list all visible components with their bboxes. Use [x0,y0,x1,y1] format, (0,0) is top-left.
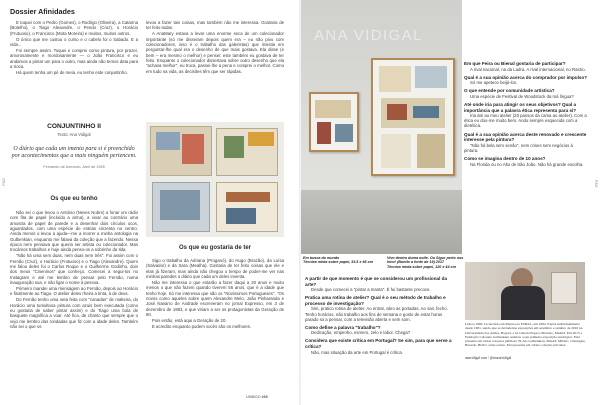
interview-question: Como define a palavra "trabalho"? [305,324,381,330]
section-title: Dossier Afinidades [10,7,75,16]
column-second [146,20,284,75]
column-main [10,210,138,330]
interview-question: Como se imagina dentro de 10 anos? [464,155,546,161]
column-fourth [146,258,284,330]
footer-label: UMBIGO [246,395,261,399]
interview-answer: "Não há bela sem senão", nem crises sem negócios à pintura. [464,142,573,153]
paragraph: O único que me custou o curso e o cabelo foi o Sabado. E a vida... [10,36,138,47]
interview-column-bottom [305,273,455,355]
interview-question: Até onde iria para atingir os seus objetivos? Qual a importância que a palavra ética representa para si? [464,102,577,113]
paragraph: Sigo o trabalho da Adriana (Proganó), do Hugo (Brazão), da Luísa (Salvador) e da Sara (Mealha). Gostaria de ter feito coisas que ele e elas já fizeram, mas ainda não chegou o tempo de poder-me ver nas minhas paredes o diário que cada um deles inventa. [146,258,284,280]
interview-answer: Iria até ao meu atelier (20 passos da cama ao atelier). Com a ética eu dou-me muito bem. Ando sempre esquecida com a dietética. [464,113,587,129]
column-intro [10,20,138,76]
page-footer [246,395,268,399]
interview-answer: Sim, pratico rotina de atelier. Ao entrar, abro as portadas. Ao sair, fecho. Tenho horários, não trabalho aos fins de semana e gosto de estar horas parado só a pensar, com a televisão aberta e sem som. [305,306,448,322]
paragraph: Do Fernão tenho uma seta feita com "canadas" de malteira, do Horácio uma tumultosa pintura com azuis bem executada (como eu gostaria de saber pintar assim) e do Tiago uma bola de basquete magnífica a voar. Até fica, de chanto que sempre que o vejo me lembro das rondadas que fiz com a idade deles. Também não sei o que os [10,297,138,329]
footer-page-number: #69 [261,395,268,399]
interview-answer: Uma espécie de Festival de Woodstock da má língua? [470,93,574,99]
interview-question: Considera que existe crítica em Portugal? Se sim, para que serve a crítica? [305,338,452,350]
artist-portrait-photo [465,262,585,320]
interview-question: O que entende por comunidade artística? [464,88,555,94]
epigraph-citation: Fernando de Azevedo, Abril de 1965 [43,165,105,169]
paragraph: Foi sempre assim. Toquei e comprei como pintura, por prazer, amorosamente e mordosamente — o João Francisco e eu andamos a pintar um para o outro, mas ainda não temos data para a troca. [10,47,138,69]
paragraph: E toquei com o Pedro (Gomes), o Rodrigo (Oliveira), a Catarina (Botelho), o Tiago Alexandre, o Pendo (Cruz), o Horácio (Frutuoso), o Francisco (Mota Moreira) e muitos, muitos outros. [10,20,138,36]
interview-answer: A rival nacional, na da Ladra. A rival internacional, no Rastro. [470,66,586,72]
interview-column-right [464,58,588,168]
interview-question: Qual é a sua opinião acerca deste renovado e crescente interesse pela pintura? [464,131,587,143]
left-side-mark: PÁG [2,178,6,186]
artist-links: anavidigal.com / @mariavidigal [465,356,512,360]
interview-answer: Dedicação, empenho, esmero, zelo e labor. Chega? [311,330,411,336]
interview-question: A partir de que momento é que se considerou um profissional da arte? [305,276,448,287]
interview-answer: Só me apetece beijá-los. [470,80,518,86]
paragraph: Primeiro mandei uma mensagem ao Fernão, depois ao Horácio e finalmente ao Tiago. O atelier deles rheira a tinta, à de deus. [10,286,138,297]
paragraph: A AnaMary estava a levar uma enorme seca de um colecionador importante (só me disseram depois quem era – eu não pivo com colecionadores, isso é o trabalho das galeristas) que insistia em perguntar-lhe qual era o desenho de que mais gostava. Ela disse (e bem – era mesmo o melhor) e pensei: este também eu gostava de ter feito. Enquanto o colecionador dissertava sobre outro desenho que ela "achava melhor", eu truca, passei-lhe a pena e comprei o melhor. Como em tudo na vida, as decisões têm que ser rápidas. [146,31,284,74]
epigraph-quote: O diário que cada um imenta para si é preenchido por acontecimentos que a mais ninguém pertencem. [11,146,137,159]
caption-artwork-2: Vivo dentro duma noite. Ou Sigur perto nos hino! (Bonito a fonte de 19) 2017 Técnica mista sobre papel, 120 x 44 cm [387,256,464,269]
framed-artwork-left [309,92,359,152]
interview-question: Pratica uma rotina de atelier? Qual é o seu método de trabalho e processo de investigação? [305,295,446,306]
interview-question: Qual é a sua opinião acerca do comprador por impulso? [464,74,588,80]
paragraph: Pois então, está aqui a Geração de 20. [152,317,227,323]
paragraph: E acredito enquanto podem vocês são os melhores. [152,323,252,329]
gallery-floor [301,190,462,254]
caption-artwork-1: Em busca do mundo Técnica mista sobre papel, 33.5 x 66 cm [303,256,373,265]
artist-name-title: ANA VIDIGAL [314,27,423,44]
paragraph: Não sei o que levou o António (Neves Nobre) a fonar um rádio com fita de papel (incluído a arma), a vivar ao contrário uma amostra de papel de parede e a desenhar dois círculos ocos, aguardados, com uma espécie de estrias cinzenta no centro. Ainda menos o levou a ajuda—me a morrer a minha antologia na Gulbenkian, enquanto me falava da coleção que a fazendo. Nessa época nem pensava que queria ser artista ou colecionador. Mas trocámos trabalhos e hoje ainda penso-os a sobrinho da Ilda. [10,210,138,253]
interview-answer: Na Florida ou no Alto de São João. Não há grande escolha. [470,161,584,167]
paragraph: Há quem tenha um pé de meia, eu tenho este conjuntinho. [16,69,128,75]
right-side-mark: PÁG [594,180,598,188]
subheading-os-que-gostaria: Os que eu gostaria de ter [178,245,252,251]
artwork-photo-small [146,122,284,237]
subheading-os-que-eu-tenho: Os que eu tenho [50,196,98,202]
interview-question: Em que Feira ou Bienal gostaria de participar? [464,61,566,66]
paragraph: levou a fazer tais coisas, mas também não me interessa. Gostaria de ter feito todas. [146,20,284,31]
paragraph: Não me interessa o que estarão a fazer daqui a 20 anos e muito menos o que não fazem quando tiverem 56 anos, que é a idade que tenho hoje. Só me interessa que são os "Novíssimos Portugueses". "Os novos como aqueles sobre quem Alexandre Melo, João Pinharanda e José Navarro de Andrade escreveram no jornal Expresso, em 3 de dezembro de 1983, e que viriam a ser os protagonistas da Geração de 80. [146,279,284,318]
interview-answer: Não, mas situação da arte em Portugal é crítica. [311,349,403,355]
artist-bio: Lisboa 1960. Licenciada em Pintura na ESBAL, em 1984. Expôs individualmente desde 1981, sendo que as derradeiras exposições em setembro e outubro de 2016 na Universidade dos Andes, Bogotá, e na Galeria Espaço Monáxo, Madrid. Em 2015 a Fundação Calouste Gulbenkian realizou a sua primeira exposição antológica. Está presente em várias coleções públicas: FLAG Gulbenkian, MAAT, MNAC, Culturgest, Berardo, BOCC entre outras. Está presente em várias coleções privadas. [465,322,586,348]
framed-artwork-right [371,58,455,176]
article-byline: Texto: Ana Vidigal [57,132,91,137]
interview-answer: Desde que comecei a "pintar a manta". É fui bastante precoce. [311,287,431,293]
article-title: CONJUNTINHO II [47,123,101,130]
paragraph: "Não há uma sem duas, nem duas sem três". Foi assim com o Fernão (Cruz), o Horácio (Frutuoso) e o Tiago (Alexandre). Quem me falou deles foi o Carlos Roque e o Guilherme Godinho, dois dos meus "Cineninos" que conheço. Comecei a segui-los no Instagram e até me lembro de pensar pelo Fernão, numa inauguração sua, e não ligar o nome à pessoa. [10,253,138,286]
